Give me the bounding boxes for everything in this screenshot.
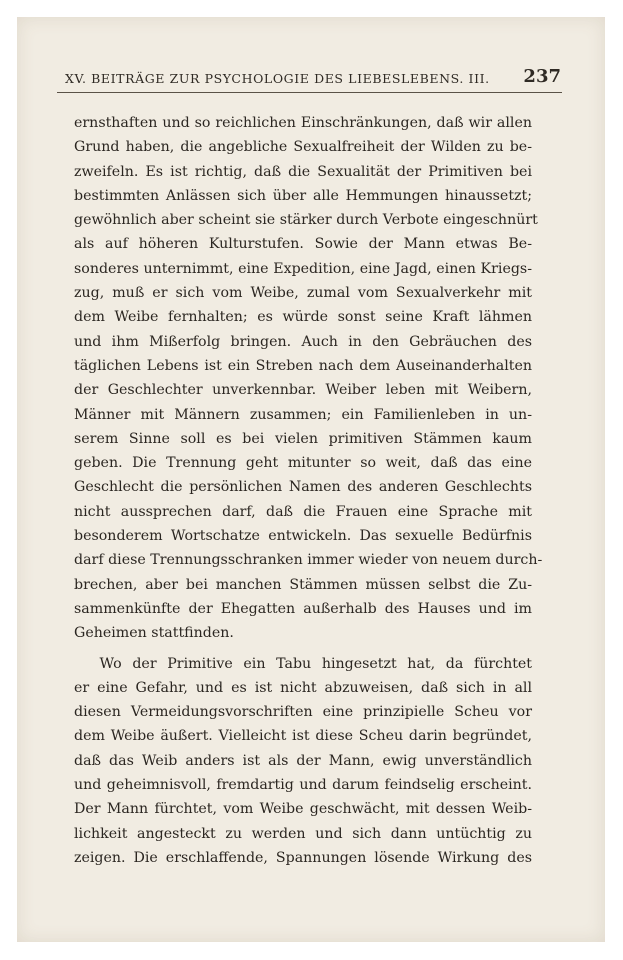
text-line: sonderes unternimmt, eine Expedition, eine Jagd, einen Kriegs- (74, 260, 532, 277)
text-line: und ihm Mißerfolg bringen. Auch in den Gebräuchen des (74, 333, 532, 350)
text-line: täglichen Lebens ist ein Streben nach dem Auseinanderhalten (74, 357, 532, 374)
text-line: er eine Gefahr, und es ist nicht abzuweisen, daß sich in all (74, 679, 532, 696)
text-line: Der Mann fürchtet, vom Weibe geschwächt, mit dessen Weib- (74, 801, 532, 818)
text-line: Geheimen stattfinden. (74, 625, 234, 642)
text-line: geben. Die Trennung geht mitunter so weit, daß das eine (74, 455, 532, 472)
text-line: gewöhnlich aber scheint sie stärker durch Verbote eingeschnürt (74, 212, 538, 229)
page-number: 237 (523, 66, 561, 87)
text-line: als auf höheren Kulturstufen. Sowie der Mann etwas Be- (74, 236, 532, 253)
text-line: Geschlecht die persönlichen Namen des anderen Geschlechts (74, 479, 532, 496)
text-line: zug, muß er sich vom Weibe, zumal vom Sexualverkehr mit (74, 285, 532, 302)
main-text (74, 111, 543, 870)
text-line: brechen, aber bei manchen Stämmen müssen selbst die Zu- (74, 576, 532, 593)
header-rule (57, 92, 562, 93)
text-line: dem Weibe fernhalten; es würde sonst seine Kraft lähmen (74, 309, 532, 326)
text-line: ernsthaften und so reichlichen Einschränkungen, daß wir allen (74, 115, 532, 131)
text-line: der Geschlechter unverkennbar. Weiber leben mit Weibern, (74, 382, 532, 399)
text-line: zweifeln. Es ist richtig, daß die Sexualität der Primitiven bei (74, 163, 532, 180)
text-line: und geheimnisvoll, fremdartig und darum feindselig erscheint. (74, 777, 532, 794)
text-line: Männer mit Männern zusammen; ein Familienleben in un- (74, 406, 532, 423)
text-line: diesen Vermeidungsvorschriften eine prinzipielle Scheu vor (74, 704, 532, 721)
text-line: nicht aussprechen darf, daß die Frauen eine Sprache mit (74, 503, 532, 520)
paragraph (74, 652, 532, 871)
text-line: dem Weibe äußert. Vielleicht ist diese Scheu darin begründet, (74, 728, 532, 745)
book-page (17, 17, 605, 942)
text-line: Wo der Primitive ein Tabu hingesetzt hat, da fürchtet (99, 655, 532, 672)
text-line: besonderem Wortschatze entwickeln. Das sexuelle Bedürfnis (74, 528, 532, 545)
text-line: sammenkünfte der Ehegatten außerhalb des Hauses und im (74, 600, 532, 617)
text-line: daß das Weib anders ist als der Mann, ewig unverständlich (74, 752, 532, 769)
running-head: XV. BEITRÄGE ZUR PSYCHOLOGIE DES LIEBESLEBENS. III. (65, 71, 490, 86)
text-line: bestimmten Anlässen sich über alle Hemmungen hinaussetzt; (74, 187, 532, 204)
text-line: lichkeit angesteckt zu werden und sich dann untüchtig zu (74, 825, 532, 842)
paragraph (74, 111, 543, 646)
text-line: darf diese Trennungsschranken immer wieder von neuem durch- (74, 552, 543, 569)
text-line: zeigen. Die erschlaffende, Spannungen lösende Wirkung des (74, 849, 532, 866)
text-line: serem Sinne soll es bei vielen primitiven Stämmen kaum (74, 430, 532, 447)
text-line: Grund haben, die angebliche Sexualfreiheit der Wilden zu be- (74, 139, 532, 156)
page-header (65, 66, 561, 90)
